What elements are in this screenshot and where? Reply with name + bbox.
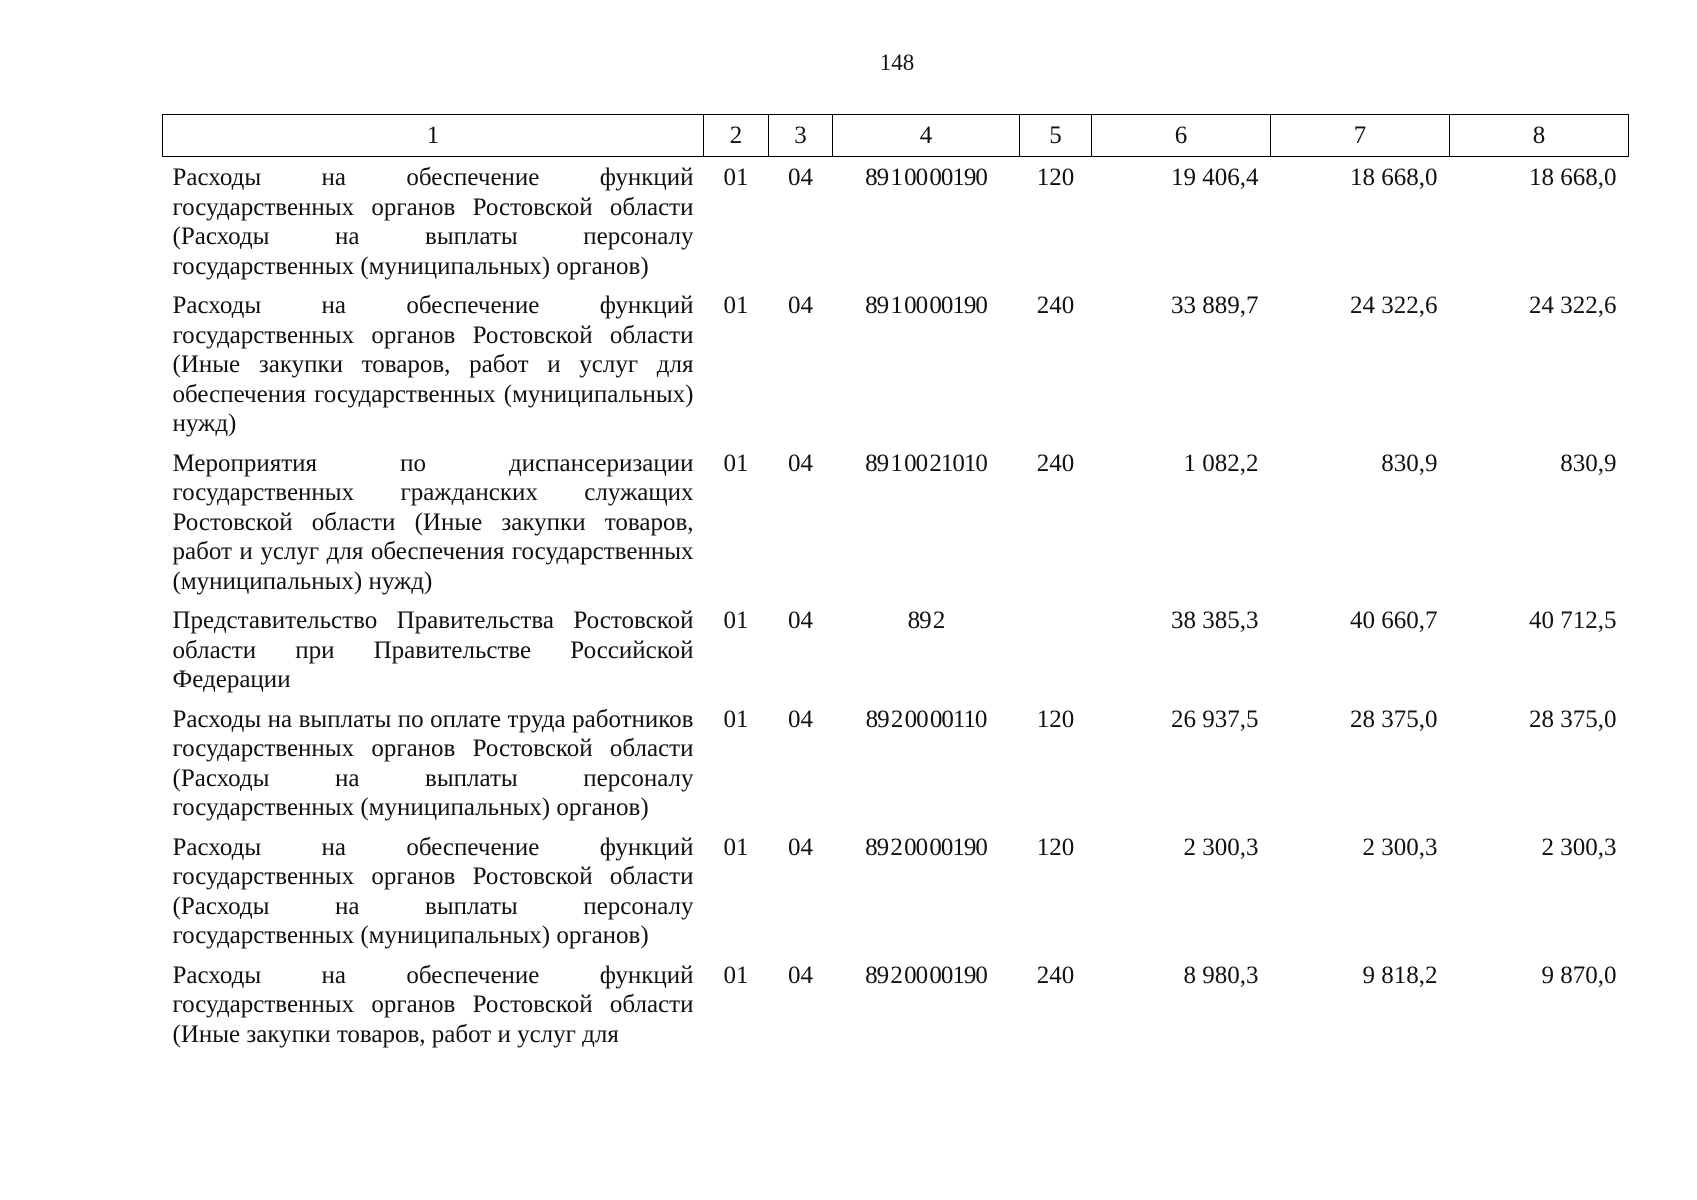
section-code: 01 [723,164,749,191]
table-row [163,285,1629,443]
amount-col-8: 830,9 [1560,449,1617,477]
row-description: Представительство Правительства Ростовской области при Правительстве Российской Федерации [172,607,694,693]
amount-col-7: 9 818,2 [1362,961,1438,989]
subsection-code: 04 [788,292,813,319]
target-article-code: 89 2 00 00190 [865,833,987,861]
amount-col-6: 38 385,3 [1171,607,1259,634]
amount-col-6: 8 980,3 [1183,961,1259,989]
expense-type-code: 240 [1036,292,1075,319]
row-description: Расходы на выплаты по оплате труда работников государственных органов Ростовской области (Расходы на выплаты персоналу государственных (муниципальных) органов) [172,705,694,821]
amount-col-6: 33 889,7 [1171,292,1259,319]
amount-col-7: 830,9 [1381,449,1438,477]
section-code: 01 [723,607,749,634]
target-article-code: 89 1 00 00190 [865,292,987,319]
amount-col-6: 2 300,3 [1183,833,1259,861]
amount-col-7: 2 300,3 [1362,833,1438,861]
expense-type-code: 120 [1036,164,1075,191]
column-header-5: 5 [1020,115,1092,157]
amount-col-8: 24 322,6 [1529,292,1617,319]
column-header-1: 1 [163,115,704,157]
table-row [163,600,1629,699]
column-header-6: 6 [1092,115,1271,157]
amount-col-6: 19 406,4 [1171,164,1259,191]
amount-col-8: 2 300,3 [1541,833,1617,861]
amount-col-8: 9 870,0 [1541,961,1617,989]
row-description: Расходы на обеспечение функций государственных органов Ростовской области (Иные закупки товаров, работ и услуг для обеспечения государственных (муниципальных) нужд) [172,292,694,437]
table-row [163,157,1629,286]
row-description: Расходы на обеспечение функций государственных органов Ростовской области (Иные закупки товаров, работ и услуг для [172,961,694,1048]
target-article-code: 89 2 00 00190 [865,961,987,989]
row-description: Расходы на обеспечение функций государственных органов Ростовской области (Расходы на выплаты персоналу государственных (муниципальных) органов) [172,164,694,280]
column-header-8: 8 [1450,115,1629,157]
subsection-code: 04 [788,705,813,733]
amount-col-8: 28 375,0 [1529,705,1617,733]
amount-col-6: 26 937,5 [1171,705,1259,733]
page-number: 148 [879,50,915,75]
target-article-code: 89 1 00 00190 [865,164,987,191]
subsection-code: 04 [788,833,813,861]
expense-type-code: 120 [1036,705,1075,733]
target-article-code: 89 2 [907,607,945,634]
section-code: 01 [723,833,749,861]
section-code: 01 [723,961,749,989]
amount-col-7: 40 660,7 [1350,607,1438,634]
table-header-row [163,115,1629,157]
column-header-7: 7 [1271,115,1450,157]
amount-col-7: 18 668,0 [1350,164,1438,191]
column-header-3: 3 [769,115,833,157]
expense-type-code: 240 [1036,449,1075,477]
table-row [163,699,1629,827]
amount-col-6: 1 082,2 [1183,449,1259,477]
table-row [163,827,1629,955]
table-row [163,955,1629,1050]
subsection-code: 04 [788,607,813,634]
table-row [163,443,1629,601]
amount-col-7: 28 375,0 [1350,705,1438,733]
section-code: 01 [723,705,749,733]
row-description: Расходы на обеспечение функций государственных органов Ростовской области (Расходы на выплаты персоналу государственных (муниципальных) органов) [172,833,694,949]
target-article-code: 89 2 00 00110 [865,705,987,733]
budget-table [162,114,1629,1049]
row-description: Мероприятия по диспансеризации государственных гражданских служащих Ростовской области (Иные закупки товаров, работ и услуг для обеспечения государственных (муниципальных) нужд) [172,449,694,595]
section-code: 01 [723,292,749,319]
amount-col-7: 24 322,6 [1350,292,1438,319]
subsection-code: 04 [788,961,813,989]
expense-type-code: 120 [1036,833,1075,861]
subsection-code: 04 [788,164,813,191]
section-code: 01 [723,449,749,477]
target-article-code: 89 1 00 21010 [865,449,987,477]
amount-col-8: 18 668,0 [1529,164,1617,191]
subsection-code: 04 [788,449,813,477]
amount-col-8: 40 712,5 [1529,607,1617,634]
expense-type-code: 240 [1036,961,1075,989]
column-header-4: 4 [833,115,1020,157]
expense-type-code [1020,600,1092,699]
column-header-2: 2 [704,115,769,157]
